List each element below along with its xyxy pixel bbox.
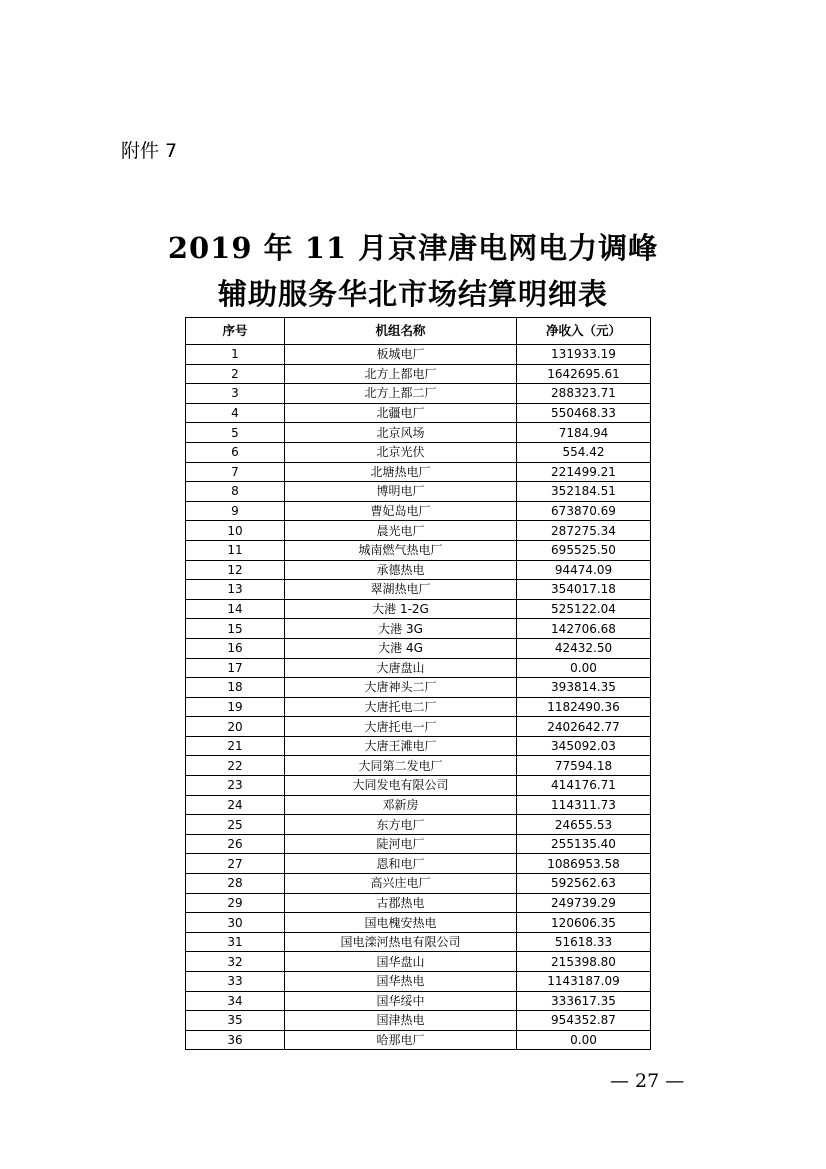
- table-row: [186, 619, 651, 639]
- cell-net-income: 120606.35: [517, 913, 651, 933]
- cell-net-income: 1642695.61: [517, 364, 651, 384]
- cell-index: 20: [186, 717, 285, 737]
- cell-index: 8: [186, 482, 285, 502]
- cell-unit-name: 北方上都二厂: [285, 384, 517, 404]
- cell-unit-name: 曹妃岛电厂: [285, 501, 517, 521]
- table-row: [186, 776, 651, 796]
- header-index: 序号: [186, 318, 285, 345]
- cell-unit-name: 国电槐安热电: [285, 913, 517, 933]
- cell-net-income: 525122.04: [517, 599, 651, 619]
- cell-net-income: 114311.73: [517, 795, 651, 815]
- cell-net-income: 51618.33: [517, 932, 651, 952]
- table-row: [186, 384, 651, 404]
- table-row: [186, 580, 651, 600]
- cell-index: 32: [186, 952, 285, 972]
- cell-net-income: 2402642.77: [517, 717, 651, 737]
- cell-net-income: 42432.50: [517, 638, 651, 658]
- cell-index: 9: [186, 501, 285, 521]
- cell-index: 2: [186, 364, 285, 384]
- cell-index: 17: [186, 658, 285, 678]
- cell-net-income: 249739.29: [517, 893, 651, 913]
- cell-net-income: 221499.21: [517, 462, 651, 482]
- cell-index: 12: [186, 560, 285, 580]
- cell-net-income: 352184.51: [517, 482, 651, 502]
- cell-index: 34: [186, 991, 285, 1011]
- cell-unit-name: 博明电厂: [285, 482, 517, 502]
- cell-net-income: 0.00: [517, 658, 651, 678]
- table-row: [186, 697, 651, 717]
- cell-net-income: 1182490.36: [517, 697, 651, 717]
- cell-unit-name: 北京风场: [285, 423, 517, 443]
- cell-unit-name: 城南燃气热电厂: [285, 540, 517, 560]
- cell-unit-name: 国华热电: [285, 972, 517, 992]
- table-row: [186, 560, 651, 580]
- cell-unit-name: 大唐托电二厂: [285, 697, 517, 717]
- table-row: [186, 854, 651, 874]
- cell-index: 25: [186, 815, 285, 835]
- cell-net-income: 592562.63: [517, 874, 651, 894]
- cell-unit-name: 哈那电厂: [285, 1030, 517, 1050]
- cell-unit-name: 大同发电有限公司: [285, 776, 517, 796]
- cell-index: 23: [186, 776, 285, 796]
- table-row: [186, 501, 651, 521]
- cell-unit-name: 国电滦河热电有限公司: [285, 932, 517, 952]
- table-row: [186, 638, 651, 658]
- cell-index: 26: [186, 834, 285, 854]
- header-unit-name: 机组名称: [285, 318, 517, 345]
- cell-unit-name: 国津热电: [285, 1011, 517, 1031]
- cell-unit-name: 大唐盘山: [285, 658, 517, 678]
- cell-index: 19: [186, 697, 285, 717]
- settlement-table: [185, 317, 651, 1050]
- cell-net-income: 954352.87: [517, 1011, 651, 1031]
- cell-unit-name: 国华绥中: [285, 991, 517, 1011]
- cell-net-income: 215398.80: [517, 952, 651, 972]
- cell-unit-name: 北京光伏: [285, 442, 517, 462]
- table-row: [186, 462, 651, 482]
- table-row: [186, 599, 651, 619]
- cell-unit-name: 北疆电厂: [285, 403, 517, 423]
- cell-net-income: 131933.19: [517, 345, 651, 365]
- cell-index: 31: [186, 932, 285, 952]
- cell-index: 24: [186, 795, 285, 815]
- table-row: [186, 932, 651, 952]
- table-row: [186, 795, 651, 815]
- table-row: [186, 521, 651, 541]
- cell-unit-name: 恩和电厂: [285, 854, 517, 874]
- cell-index: 30: [186, 913, 285, 933]
- cell-net-income: 142706.68: [517, 619, 651, 639]
- table-row: [186, 972, 651, 992]
- cell-unit-name: 承德热电: [285, 560, 517, 580]
- cell-unit-name: 大港 4G: [285, 638, 517, 658]
- table-row: [186, 482, 651, 502]
- table-row: [186, 913, 651, 933]
- cell-net-income: 333617.35: [517, 991, 651, 1011]
- table-body: [186, 345, 651, 1050]
- cell-index: 16: [186, 638, 285, 658]
- cell-unit-name: 翠湖热电厂: [285, 580, 517, 600]
- table-row: [186, 658, 651, 678]
- cell-net-income: 7184.94: [517, 423, 651, 443]
- table-row: [186, 423, 651, 443]
- cell-net-income: 414176.71: [517, 776, 651, 796]
- cell-net-income: 354017.18: [517, 580, 651, 600]
- cell-unit-name: 北方上都电厂: [285, 364, 517, 384]
- cell-unit-name: 大唐王滩电厂: [285, 736, 517, 756]
- cell-index: 14: [186, 599, 285, 619]
- cell-index: 15: [186, 619, 285, 639]
- table-row: [186, 1030, 651, 1050]
- table-row: [186, 756, 651, 776]
- cell-unit-name: 大港 1-2G: [285, 599, 517, 619]
- cell-index: 21: [186, 736, 285, 756]
- table-row: [186, 893, 651, 913]
- cell-index: 1: [186, 345, 285, 365]
- table-row: [186, 991, 651, 1011]
- cell-net-income: 550468.33: [517, 403, 651, 423]
- cell-net-income: 673870.69: [517, 501, 651, 521]
- cell-index: 10: [186, 521, 285, 541]
- cell-net-income: 695525.50: [517, 540, 651, 560]
- cell-index: 6: [186, 442, 285, 462]
- cell-index: 29: [186, 893, 285, 913]
- cell-net-income: 0.00: [517, 1030, 651, 1050]
- cell-index: 18: [186, 678, 285, 698]
- cell-net-income: 554.42: [517, 442, 651, 462]
- cell-index: 13: [186, 580, 285, 600]
- cell-index: 33: [186, 972, 285, 992]
- cell-unit-name: 国华盘山: [285, 952, 517, 972]
- cell-index: 27: [186, 854, 285, 874]
- page-number: — 27 —: [610, 1070, 685, 1092]
- table-row: [186, 874, 651, 894]
- cell-net-income: 1086953.58: [517, 854, 651, 874]
- cell-unit-name: 邓新房: [285, 795, 517, 815]
- table-header-row: [186, 318, 651, 345]
- table-row: [186, 736, 651, 756]
- cell-unit-name: 板城电厂: [285, 345, 517, 365]
- cell-unit-name: 晨光电厂: [285, 521, 517, 541]
- cell-unit-name: 古郡热电: [285, 893, 517, 913]
- cell-net-income: 287275.34: [517, 521, 651, 541]
- cell-index: 4: [186, 403, 285, 423]
- cell-net-income: 24655.53: [517, 815, 651, 835]
- table-row: [186, 815, 651, 835]
- cell-unit-name: 北塘热电厂: [285, 462, 517, 482]
- attachment-label: 附件 7: [121, 140, 178, 162]
- table-row: [186, 364, 651, 384]
- cell-index: 35: [186, 1011, 285, 1031]
- cell-net-income: 77594.18: [517, 756, 651, 776]
- header-net-income: 净收入（元）: [517, 318, 651, 345]
- table-row: [186, 952, 651, 972]
- table-row: [186, 1011, 651, 1031]
- cell-index: 22: [186, 756, 285, 776]
- document-title-line-1: 2019 年 11 月京津唐电网电力调峰: [167, 231, 659, 265]
- cell-unit-name: 东方电厂: [285, 815, 517, 835]
- cell-unit-name: 大唐神头二厂: [285, 678, 517, 698]
- cell-net-income: 94474.09: [517, 560, 651, 580]
- table-row: [186, 345, 651, 365]
- cell-unit-name: 大同第二发电厂: [285, 756, 517, 776]
- table-row: [186, 442, 651, 462]
- cell-net-income: 288323.71: [517, 384, 651, 404]
- cell-unit-name: 陡河电厂: [285, 834, 517, 854]
- document-title-line-2: 辅助服务华北市场结算明细表: [217, 277, 608, 311]
- cell-net-income: 255135.40: [517, 834, 651, 854]
- cell-net-income: 345092.03: [517, 736, 651, 756]
- table-row: [186, 540, 651, 560]
- table-row: [186, 834, 651, 854]
- cell-index: 36: [186, 1030, 285, 1050]
- table-row: [186, 403, 651, 423]
- cell-index: 11: [186, 540, 285, 560]
- cell-index: 28: [186, 874, 285, 894]
- table-row: [186, 678, 651, 698]
- cell-unit-name: 大港 3G: [285, 619, 517, 639]
- cell-unit-name: 高兴庄电厂: [285, 874, 517, 894]
- cell-net-income: 393814.35: [517, 678, 651, 698]
- cell-net-income: 1143187.09: [517, 972, 651, 992]
- cell-index: 7: [186, 462, 285, 482]
- cell-unit-name: 大唐托电一厂: [285, 717, 517, 737]
- table-row: [186, 717, 651, 737]
- cell-index: 3: [186, 384, 285, 404]
- cell-index: 5: [186, 423, 285, 443]
